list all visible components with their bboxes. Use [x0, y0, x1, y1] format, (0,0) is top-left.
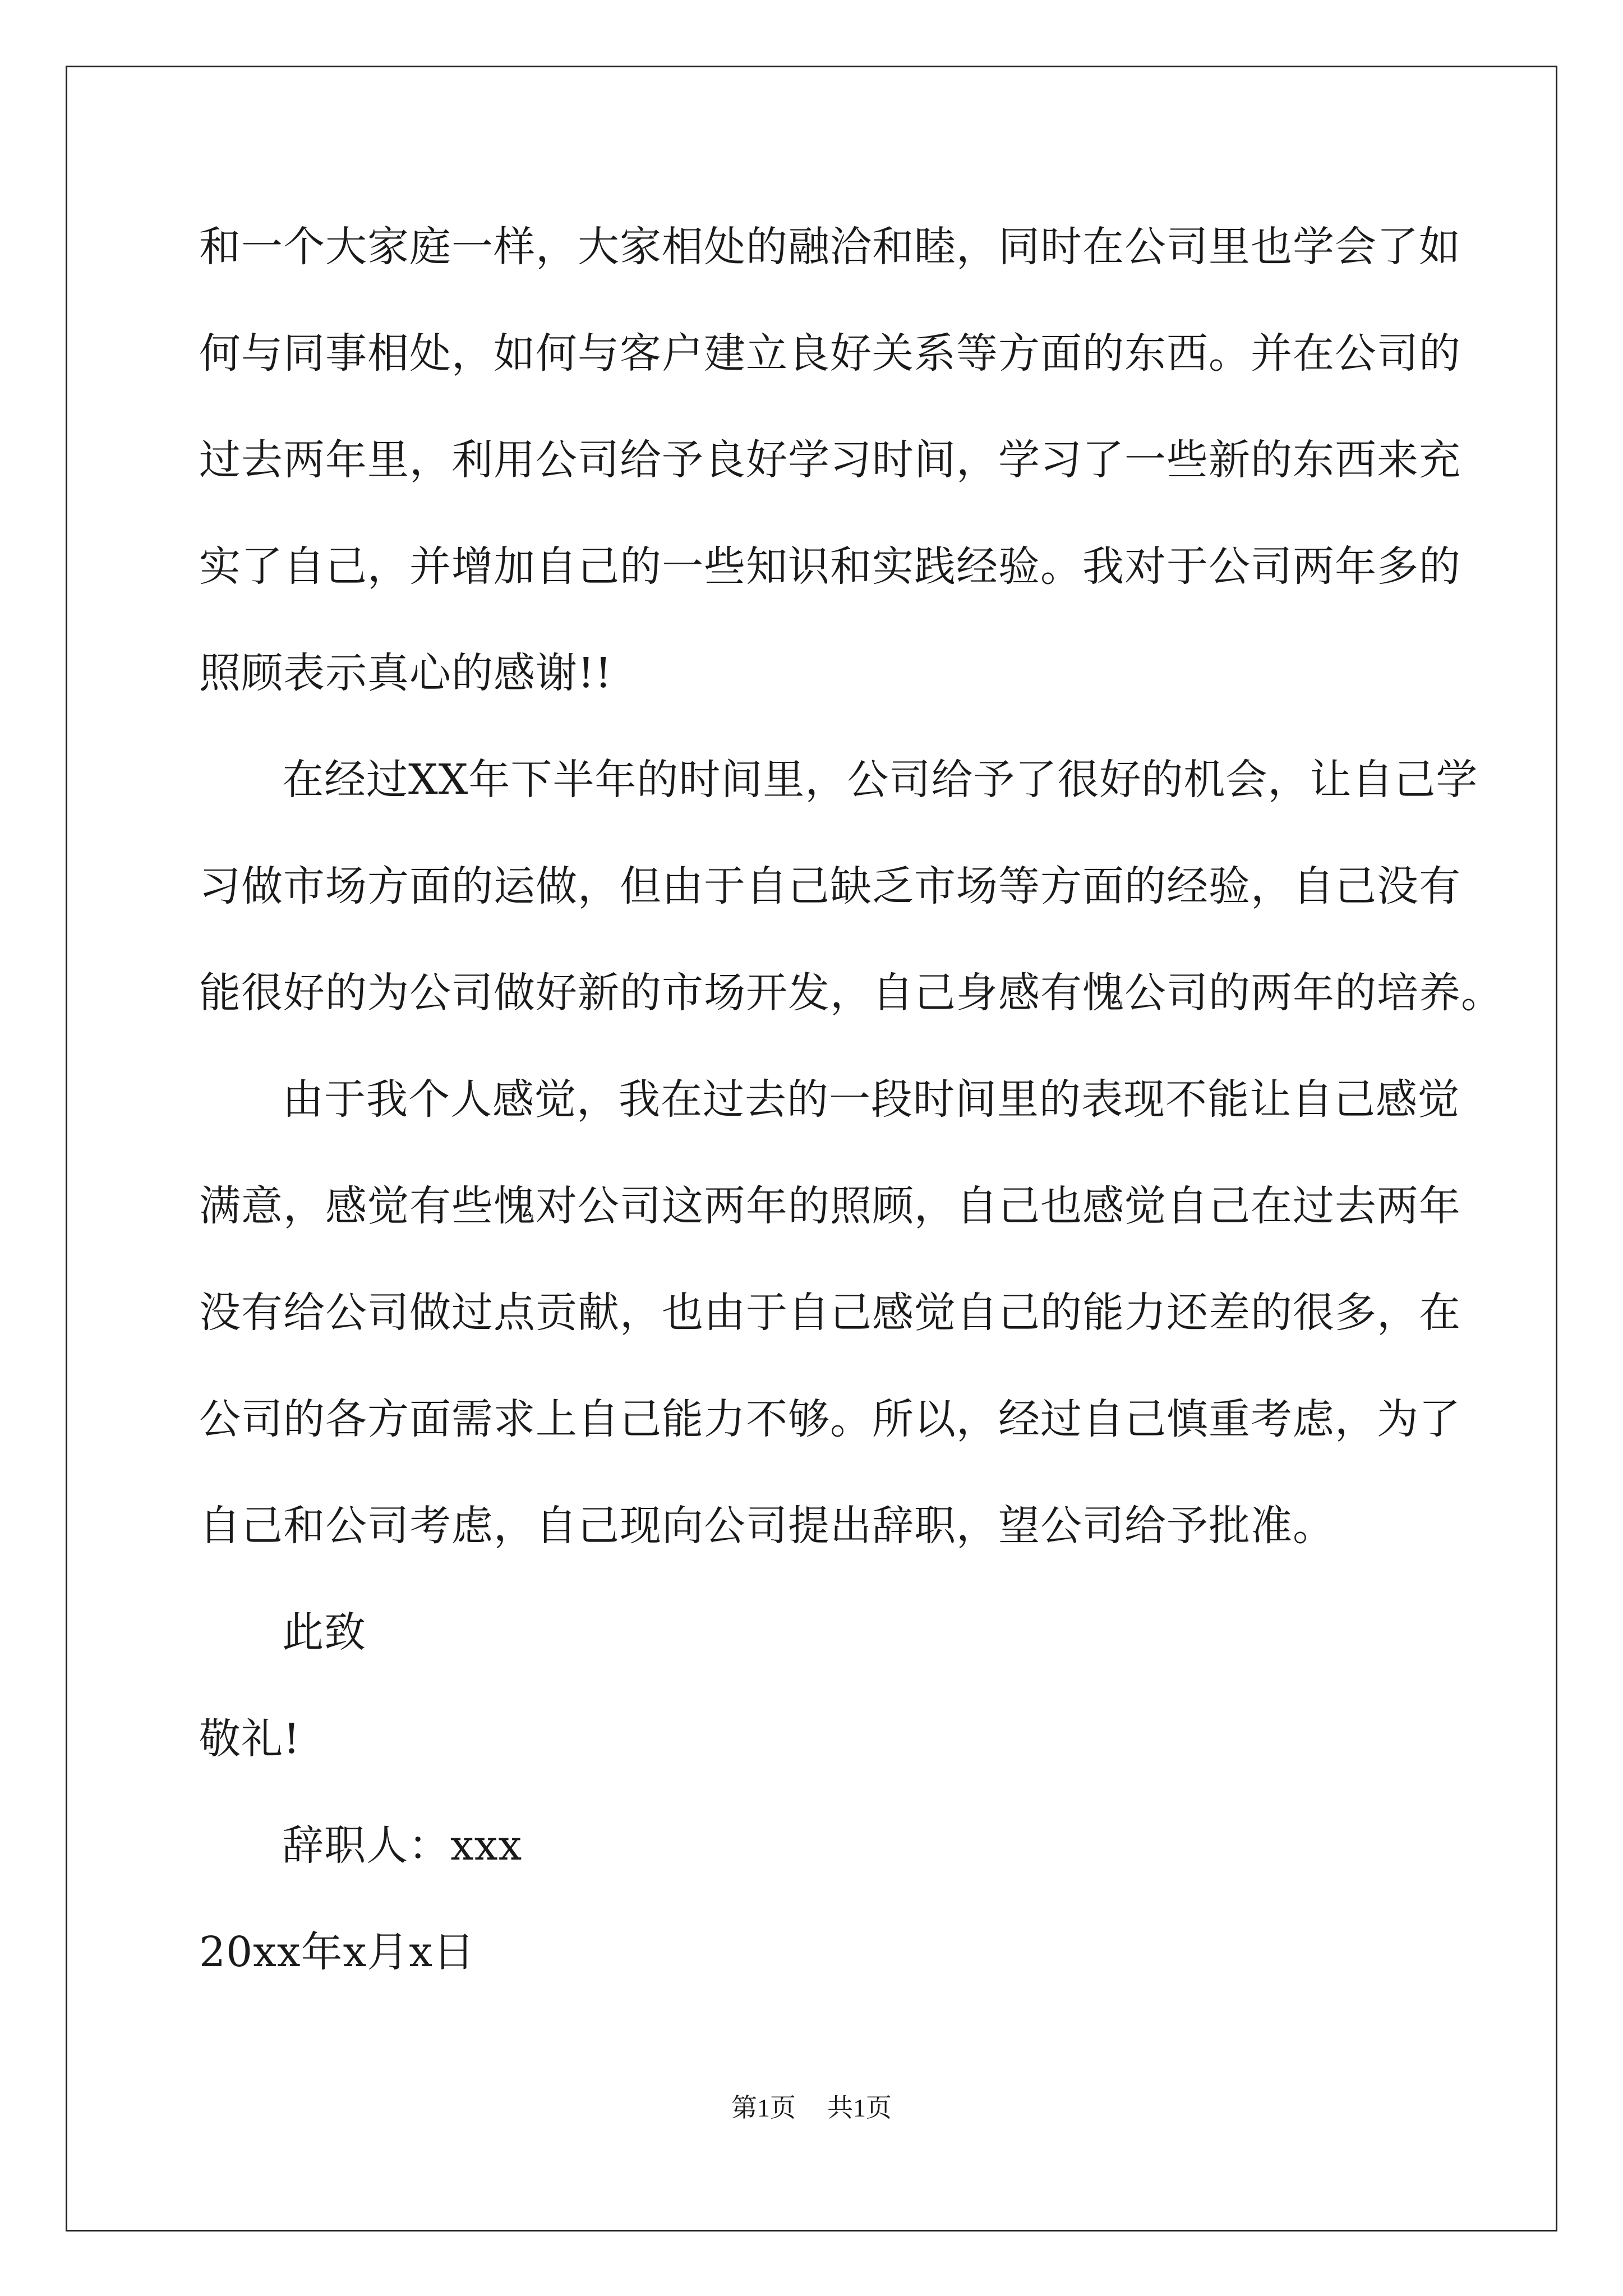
- text-line: 自己和公司考虑，自己现向公司提出辞职，望公司给予批准。: [199, 1502, 1335, 1550]
- letter-body: [199, 219, 1503, 2031]
- text-line: 由于我个人感觉，我在过去的一段时间里的表现不能让自己感觉: [282, 1075, 1460, 1124]
- text-line: 公司的各方面需求上自己能力不够。所以，经过自己慎重考虑，为了: [199, 1395, 1461, 1443]
- page-total: 共1页: [827, 2093, 892, 2122]
- text-line: 实了自己，并增加自己的一些知识和实践经验。我对于公司两年多的: [199, 542, 1461, 591]
- text-line: 照顾表示真心的感谢!!: [199, 649, 612, 697]
- text-line: 和一个大家庭一样，大家相处的融洽和睦，同时在公司里也学会了如: [199, 223, 1461, 271]
- text-line: 能很好的为公司做好新的市场开发，自己身感有愧公司的两年的培养。: [199, 969, 1503, 1017]
- text-line: 满意，感觉有些愧对公司这两年的照顾，自己也感觉自己在过去两年: [199, 1182, 1461, 1230]
- text-line: 习做市场方面的运做，但由于自己缺乏市场等方面的经验，自己没有: [199, 862, 1461, 910]
- page-number: 第1页: [731, 2093, 796, 2122]
- text-line: 过去两年里，利用公司给予良好学习时间，学习了一些新的东西来充: [199, 436, 1461, 484]
- closing-phrase: 此致: [282, 1608, 366, 1657]
- text-line: 在经过XX年下半年的时间里，公司给予了很好的机会，让自己学: [282, 756, 1478, 804]
- date-line: 20xx年x月x日: [199, 1928, 476, 1976]
- text-line: 没有给公司做过点贡献，也由于自己感觉自己的能力还差的很多，在: [199, 1289, 1461, 1337]
- page-footer: [0, 2091, 1623, 2125]
- text-line: 何与同事相处，如何与客户建立良好关系等方面的东西。并在公司的: [199, 329, 1461, 378]
- salutation: 敬礼!: [199, 1715, 301, 1763]
- signature-line: 辞职人：xxx: [282, 1821, 523, 1870]
